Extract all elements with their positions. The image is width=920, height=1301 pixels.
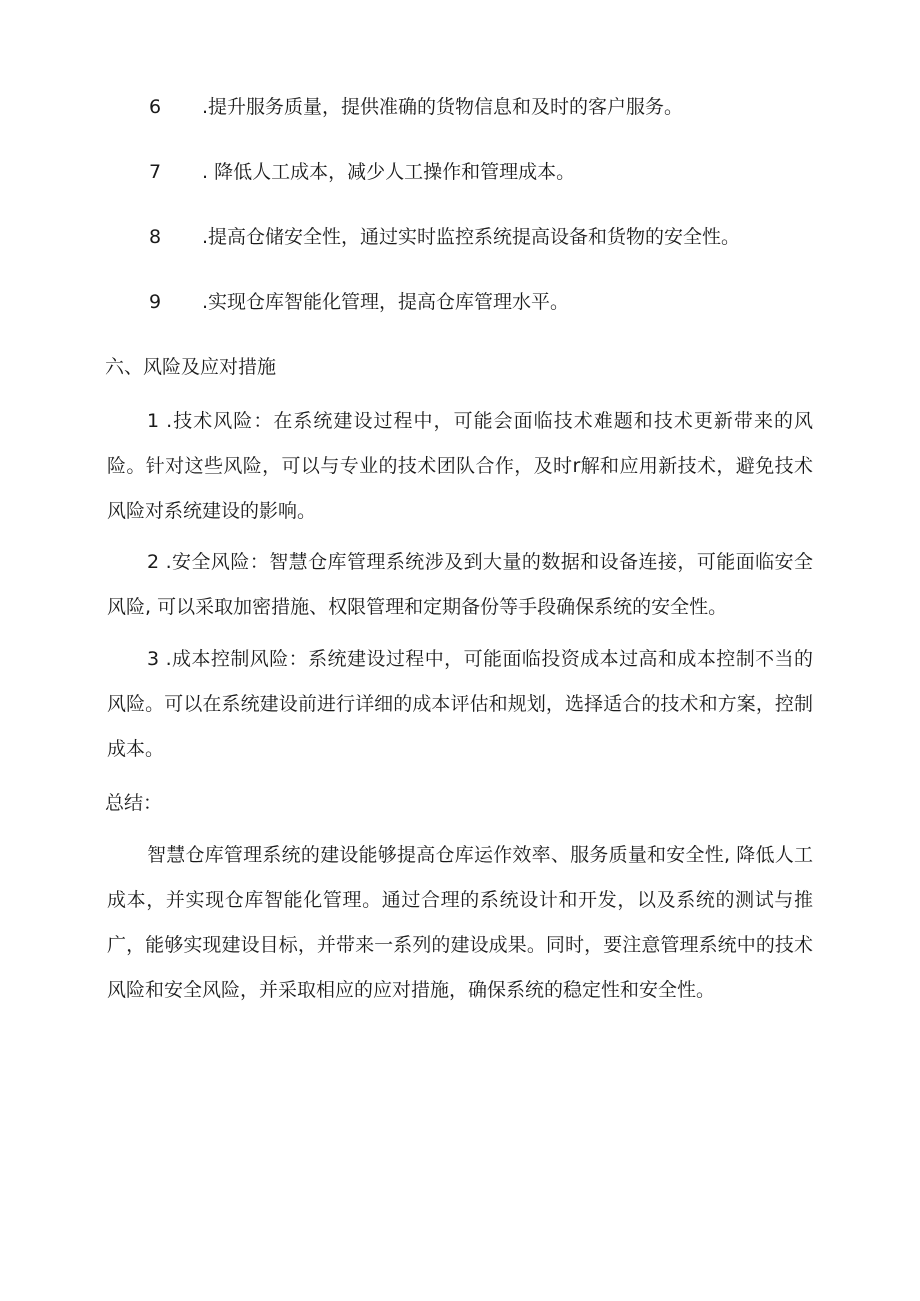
risk-paragraph-security: 2 .安全风险：智慧仓库管理系统涉及到大量的数据和设备连接，可能面临安全风险, 可以采取加密措施、权限管理和定期备份等手段确保系统的安全性。 [107,551,813,618]
risk-paragraph-cost: 3 .成本控制风险：系统建设过程中，可能面临投资成本过高和成本控制不当的风险。可以在系统建设前进行详细的成本评估和规划，选择适合的技术和方案，控制成本。 [107,648,813,760]
list-item-number: 7 [149,161,162,183]
section-heading: 六、风险及应对措施 [105,356,277,378]
summary-paragraph: 智慧仓库管理系统的建设能够提高仓库运作效率、服务质量和安全性, 降低人工成本，并实现仓库智能化管理。通过合理的系统设计和开发，以及系统的测试与推广，能够实现建设目标，并带来一系列的建设成果。同时，要注意管理系统中的技术风险和安全风险，并采取相应的应对措施，确保系统的稳定性和安全性。 [107,844,813,1001]
summary-label: 总结： [105,792,163,814]
list-item-6 [0,92,920,122]
list-item-number: 9 [149,291,162,313]
list-item-text: .实现仓库智能化管理，提高仓库管理水平。 [202,291,570,313]
risk-paragraph-technical: 1 .技术风险：在系统建设过程中，可能会面临技术难题和技术更新带来的风险。针对这些风险，可以与专业的技术团队合作，及时r解和应用新技术，避免技术风险对系统建设的影响。 [107,410,813,522]
list-item-number: 8 [149,226,162,248]
list-item-number: 6 [149,96,162,118]
list-item-8 [0,222,920,252]
list-item-text: .提升服务质量，提供准确的货物信息和及时的客户服务。 [202,96,684,118]
list-item-9 [0,287,920,317]
list-item-text: . 降低人工成本，减少人工操作和管理成本。 [202,161,576,183]
list-item-7 [0,157,920,187]
list-item-text: .提高仓储安全性，通过实时监控系统提高设备和货物的安全性。 [202,226,741,248]
